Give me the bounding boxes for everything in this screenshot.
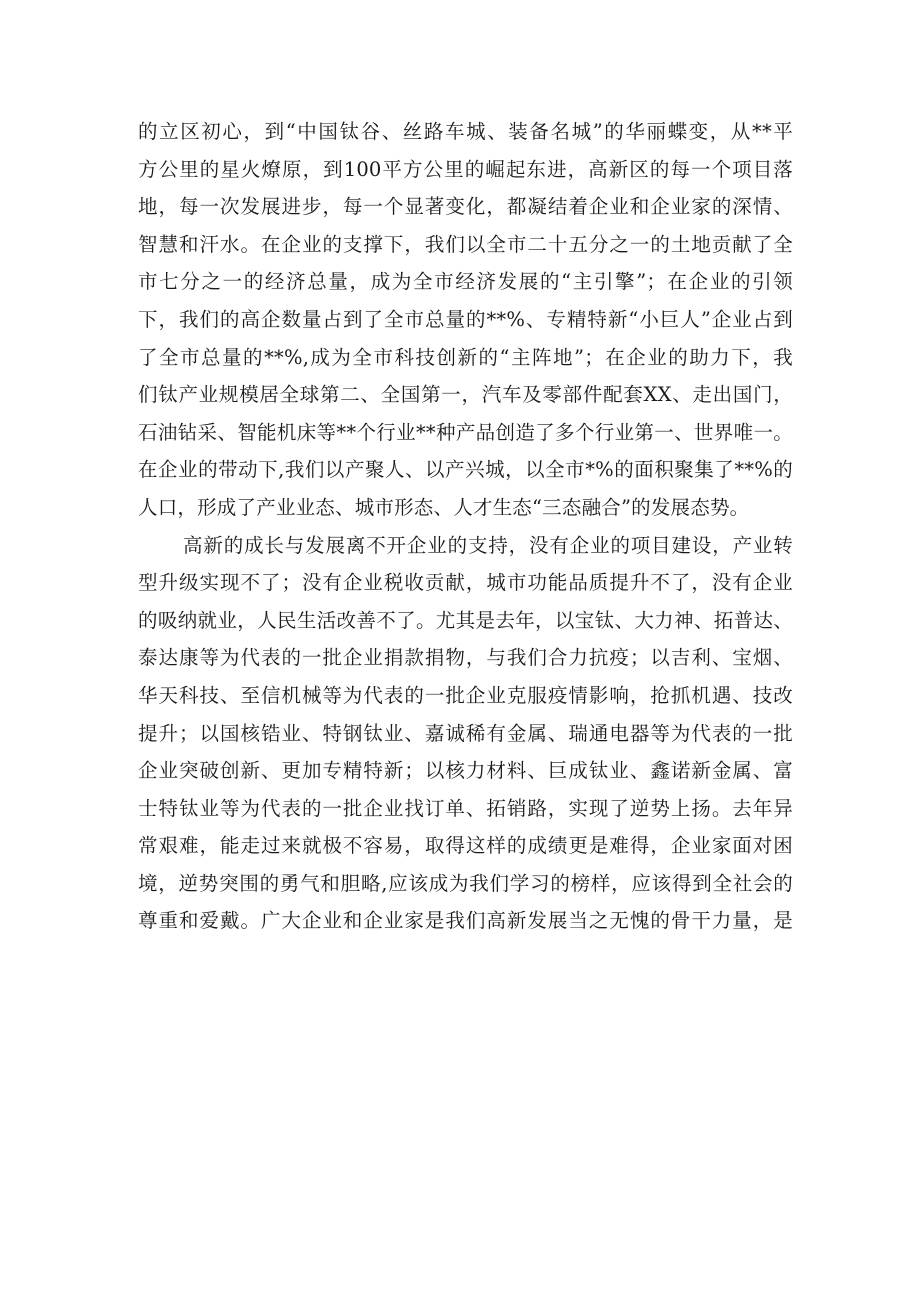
- text-line: 士特钛业等为代表的一批企业找订单、拓销路，实现了逆势上扬。去年异: [138, 796, 793, 820]
- text-line: 市七分之一的经济总量，成为全市经济发展的“主引擎”；在企业的引领: [138, 270, 793, 294]
- text-line: 泰达康等为代表的一批企业捐款捐物，与我们合力抗疫；以吉利、宝烟、: [138, 646, 793, 670]
- paragraph-1: [138, 113, 793, 527]
- text-line: 企业突破创新、更加专精特新；以核力材料、巨成钛业、鑫诺新金属、富: [138, 759, 793, 783]
- text-line: 在企业的带动下,我们以产聚人、以产兴城，以全市*%的面积聚集了**%的: [138, 458, 793, 482]
- text-line: 方公里的星火燎原，到100平方公里的崛起东进，高新区的每一个项目落: [138, 157, 793, 181]
- text-line: 境，逆势突围的勇气和胆略,应该成为我们学习的榜样，应该得到全社会的: [138, 871, 793, 895]
- document-body: [138, 113, 793, 940]
- text-line: 石油钻采、智能机床等**个行业**种产品创造了多个行业第一、世界唯一。: [138, 420, 793, 444]
- text-line: 智慧和汗水。在企业的支撑下，我们以全市二十五分之一的土地贡献了全: [138, 232, 793, 256]
- text-line: 了全市总量的**%,成为全市科技创新的“主阵地”；在企业的助力下，我: [138, 345, 793, 369]
- text-line: 们钛产业规模居全球第二、全国第一，汽车及零部件配套XX、走出国门，: [138, 383, 793, 407]
- text-line: 地，每一次发展进步，每一个显著变化，都凝结着企业和企业家的深情、: [138, 195, 793, 219]
- text-line: 高新的成长与发展离不开企业的支持，没有企业的项目建设，产业转: [183, 533, 793, 557]
- text-line: 提升；以国核锆业、特钢钛业、嘉诚稀有金属、瑞通电器等为代表的一批: [138, 721, 793, 745]
- text-line: 下，我们的高企数量占到了全市总量的**%、专精特新“小巨人”企业占到: [138, 307, 793, 331]
- text-line: 的立区初心，到“中国钛谷、丝路车城、装备名城”的华丽蝶变，从**平: [138, 120, 793, 143]
- text-line: 常艰难，能走过来就极不容易，取得这样的成绩更是难得，企业家面对困: [138, 834, 793, 858]
- text-line: 的吸纳就业，人民生活改善不了。尤其是去年，以宝钛、大力神、拓普达、: [138, 608, 793, 632]
- text-line: 型升级实现不了；没有企业税收贡献，城市功能品质提升不了，没有企业: [138, 571, 793, 595]
- text-line: 华天科技、至信机械等为代表的一批企业克服疫情影响，抢抓机遇、技改: [138, 683, 793, 707]
- text-line: 人口，形成了产业业态、城市形态、人才生态“三态融合”的发展态势。: [138, 495, 750, 519]
- paragraph-2: [138, 527, 793, 941]
- text-line: 尊重和爱戴。广大企业和企业家是我们高新发展当之无愧的骨干力量，是: [138, 909, 793, 933]
